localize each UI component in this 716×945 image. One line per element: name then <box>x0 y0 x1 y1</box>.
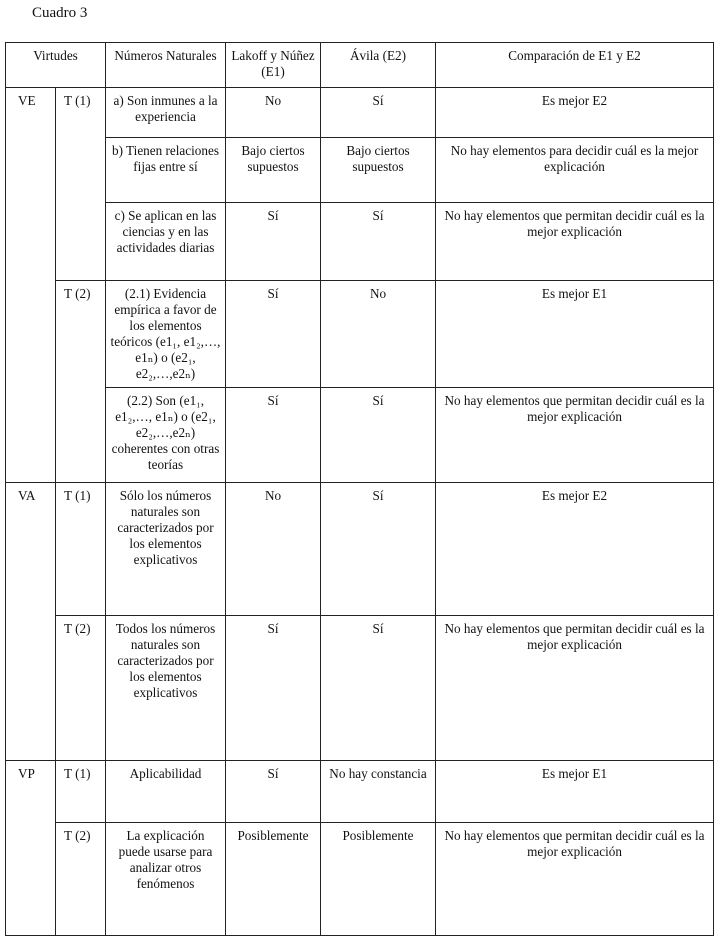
e2-value: Sí <box>321 388 436 483</box>
criterion: b) Tienen relaciones fijas entre sí <box>106 138 226 203</box>
criterion: c) Se aplican en las ciencias y en las actividades diarias <box>106 203 226 281</box>
subgroup-label: T (1) <box>56 483 106 616</box>
comparison: No hay elementos para decidir cuál es la mejor explicación <box>436 138 714 203</box>
table-row <box>6 483 714 616</box>
header-row <box>6 43 714 88</box>
comparison: Es mejor E2 <box>436 88 714 138</box>
e1-value: Sí <box>226 616 321 761</box>
table-row <box>6 88 714 138</box>
group-label: VA <box>6 483 56 761</box>
table-row <box>6 761 714 823</box>
e1-value: Sí <box>226 203 321 281</box>
criterion: (2.1) Evidencia empírica a favor de los elementos teóricos (e1₁, e1₂,…, e1ₙ) o (e2₁, e2₂,…,e2ₙ) <box>106 281 226 388</box>
header-comparison: Comparación de E1 y E2 <box>436 43 714 88</box>
table-row <box>6 823 714 936</box>
table-row <box>6 281 714 388</box>
criterion: (2.2) Son (e1₁, e1₂,…, e1ₙ) o (e2₁, e2₂,…,e2ₙ) coherentes con otras teorías <box>106 388 226 483</box>
e2-value: Sí <box>321 203 436 281</box>
table-row <box>6 203 714 281</box>
e2-value: Sí <box>321 616 436 761</box>
header-virtudes: Virtudes <box>6 43 106 88</box>
criterion: Aplicabilidad <box>106 761 226 823</box>
comparison: Es mejor E2 <box>436 483 714 616</box>
e1-value: No <box>226 483 321 616</box>
criterion: a) Son inmunes a la experiencia <box>106 88 226 138</box>
e1-value: Sí <box>226 761 321 823</box>
e1-value: Sí <box>226 281 321 388</box>
comparison: No hay elementos que permitan decidir cuál es la mejor explicación <box>436 203 714 281</box>
criterion: Sólo los números naturales son caracterizados por los elementos explicativos <box>106 483 226 616</box>
e1-value: No <box>226 88 321 138</box>
criterion: Todos los números naturales son caracterizados por los elementos explicativos <box>106 616 226 761</box>
comparison: No hay elementos que permitan decidir cuál es la mejor explicación <box>436 616 714 761</box>
subgroup-label: T (2) <box>56 823 106 936</box>
e1-value: Posiblemente <box>226 823 321 936</box>
e2-value: No hay constancia <box>321 761 436 823</box>
e2-value: Sí <box>321 483 436 616</box>
table-caption: Cuadro 3 <box>32 5 88 21</box>
subgroup-label: T (1) <box>56 761 106 823</box>
subgroup-label: T (1) <box>56 88 106 281</box>
e2-value: Posiblemente <box>321 823 436 936</box>
comparison: Es mejor E1 <box>436 761 714 823</box>
comparison-table <box>5 42 714 936</box>
header-numeros: Números Naturales <box>106 43 226 88</box>
comparison: No hay elementos que permitan decidir cuál es la mejor explicación <box>436 388 714 483</box>
e2-value: Sí <box>321 88 436 138</box>
e1-value: Bajo ciertos supuestos <box>226 138 321 203</box>
header-e2: Ávila (E2) <box>321 43 436 88</box>
table-row <box>6 138 714 203</box>
subgroup-label: T (2) <box>56 616 106 761</box>
criterion: La explicación puede usarse para analizar otros fenómenos <box>106 823 226 936</box>
table-row <box>6 616 714 761</box>
comparison: No hay elementos que permitan decidir cuál es la mejor explicación <box>436 823 714 936</box>
group-label: VP <box>6 761 56 936</box>
e2-value: No <box>321 281 436 388</box>
subgroup-label: T (2) <box>56 281 106 483</box>
group-label: VE <box>6 88 56 483</box>
table-row <box>6 388 714 483</box>
header-e1: Lakoff y Núñez (E1) <box>226 43 321 88</box>
comparison: Es mejor E1 <box>436 281 714 388</box>
e1-value: Sí <box>226 388 321 483</box>
e2-value: Bajo ciertos supuestos <box>321 138 436 203</box>
